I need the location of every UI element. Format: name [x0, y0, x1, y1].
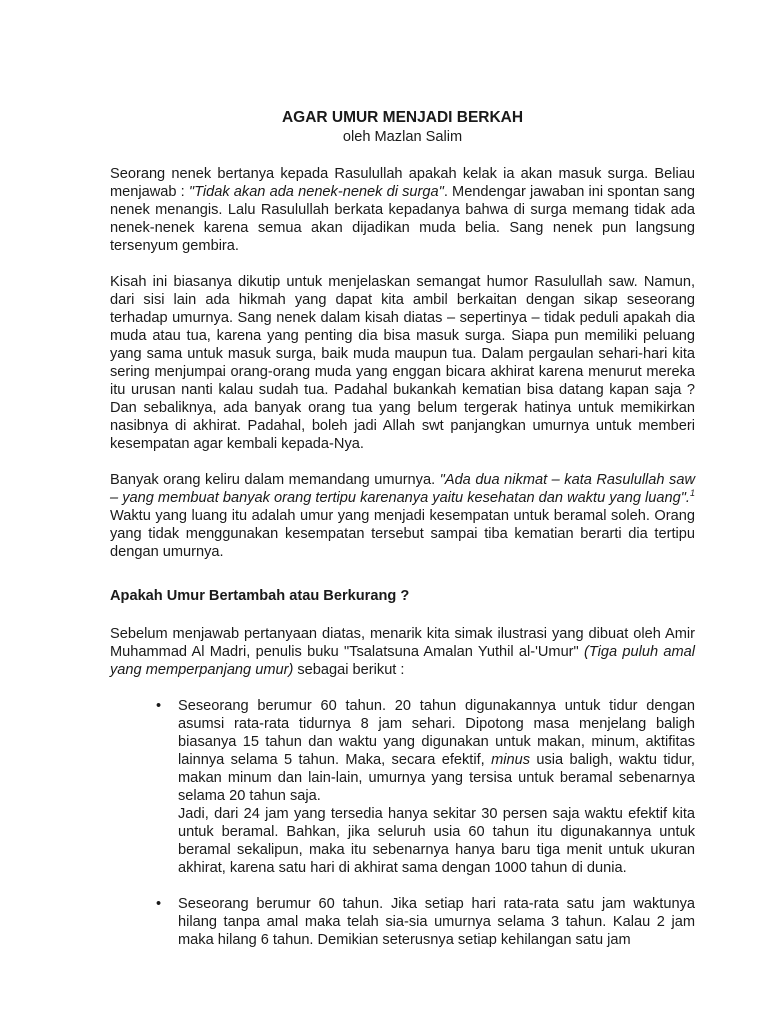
paragraph-4: [110, 625, 695, 679]
paragraph-3-quote: "Ada dua nikmat – kata Rasulullah saw – yang membuat banyak orang tertipu karenanya yaitu kesehatan dan waktu yang luang".: [110, 472, 695, 506]
list-item-text: [178, 697, 695, 805]
list-item: [110, 895, 695, 949]
paragraph-2: Kisah ini biasanya dikutip untuk menjelaskan semangat humor Rasulullah saw. Namun, dari sisi lain ada hikmah yang dapat kita ambil berkaitan dengan sikap seseorang terhadap umurnya. Sang nenek dalam kisah diatas – sepertinya – tidak peduli apakah dia muda atau tua, karena yang penting dia bisa masuk surga. Siapa pun memiliki peluang yang sama untuk masuk surga, baik muda maupun tua. Dalam pergaulan sehari-hari kita sering menjumpai orang-orang muda yang enggan bicara akhirat karena menurut mereka itu urusan nanti kalau sudah tua. Padahal bukankah kematian bisa datang kapan saja ? Dan sebaliknya, ada banyak orang tua yang belum tergerak hatinya untuk memikirkan nasibnya di akhirat. Padahal, boleh jadi Allah swt panjangkan umurnya untuk memberi kesempatan agar kembali kepada-Nya.: [110, 274, 695, 452]
list-item-text: Seseorang berumur 60 tahun. Jika setiap hari rata-rata satu jam waktunya hilang tanpa amal maka telah sia-sia umurnya selama 3 tahun. Kalau 2 jam maka hilang 6 tahun. Demikian seterusnya setiap kehilangan satu jam: [178, 896, 695, 948]
text-column: [110, 108, 695, 949]
document-title: AGAR UMUR MENJADI BERKAH: [281, 109, 524, 126]
list-item-continuation: Jadi, dari 24 jam yang tersedia hanya sekitar 30 persen saja waktu efektif kita untuk beramal. Bahkan, jika seluruh usia 60 tahun itu digunakannya untuk beramal sekalipun, maka itu sebenarnya hanya baru tiga menit untuk ukuran akhirat, karena satu hari di akhirat sama dengan 1000 tahun di dunia.: [178, 806, 695, 876]
list-item-text-b: usia baligh, waktu tidur, makan minum dan lain-lain, umurnya yang tersisa untuk beramal sebenarnya selama 20 tahun saja.: [178, 752, 695, 804]
bullet-list: [110, 697, 695, 949]
paragraph-3: [110, 471, 695, 561]
list-item-text-a: Seseorang berumur 60 tahun. 20 tahun digunakannya untuk tidur dengan asumsi rata-rata tidurnya 8 jam sehari. Dipotong masa menjelang baligh biasanya 15 tahun dan waktu yang digunakan untuk makan, minum, aktifitas lainnya selama 5 tahun. Maka, secara efektif,: [178, 698, 695, 768]
paragraph-4-text-b: sebagai berikut :: [293, 662, 405, 678]
section-heading: Apakah Umur Bertambah atau Berkurang ?: [110, 588, 410, 604]
author-line: oleh Mazlan Salim: [342, 129, 463, 145]
bullet-icon: •: [156, 698, 162, 714]
paragraph-1-text-a: Seorang nenek bertanya kepada Rasulullah apakah kelak ia akan masuk surga. Beliau menjawab :: [110, 166, 695, 200]
paragraph-1-quote: "Tidak akan ada nenek-nenek di surga": [188, 184, 444, 200]
paragraph-3-text-b: Waktu yang luang itu adalah umur yang menjadi kesempatan untuk beramal soleh. Orang yang tidak menggunakan kesempatan tersebut sampai tiba kematian berarti dia tertipu dengan umurnya.: [110, 508, 695, 560]
list-item: [110, 697, 695, 877]
paragraph-4-book-title: (Tiga puluh amal yang memperpanjang umur): [110, 644, 695, 678]
paragraph-4-text-a: Sebelum menjawab pertanyaan diatas, menarik kita simak ilustrasi yang dibuat oleh Amir Muhammad Al Madri, penulis buku "Tsalatsuna Amalan Yuthil al-'Umur": [110, 626, 695, 660]
paragraph-1: [110, 165, 695, 255]
paragraph-3-text-a: Banyak orang keliru dalam memandang umurnya.: [110, 472, 440, 488]
paragraph-1-text-b: . Mendengar jawaban ini spontan sang nenek menangis. Lalu Rasulullah berkata kepadanya bahwa di surga memang tidak ada nenek-nenek karena semua akan dijadikan muda belia. Sang nenek pun langsung tersenyum gembira.: [110, 184, 696, 254]
list-item-italic: minus: [491, 752, 530, 768]
footnote-marker[interactable]: 1: [689, 488, 695, 498]
bullet-icon: •: [156, 896, 162, 912]
